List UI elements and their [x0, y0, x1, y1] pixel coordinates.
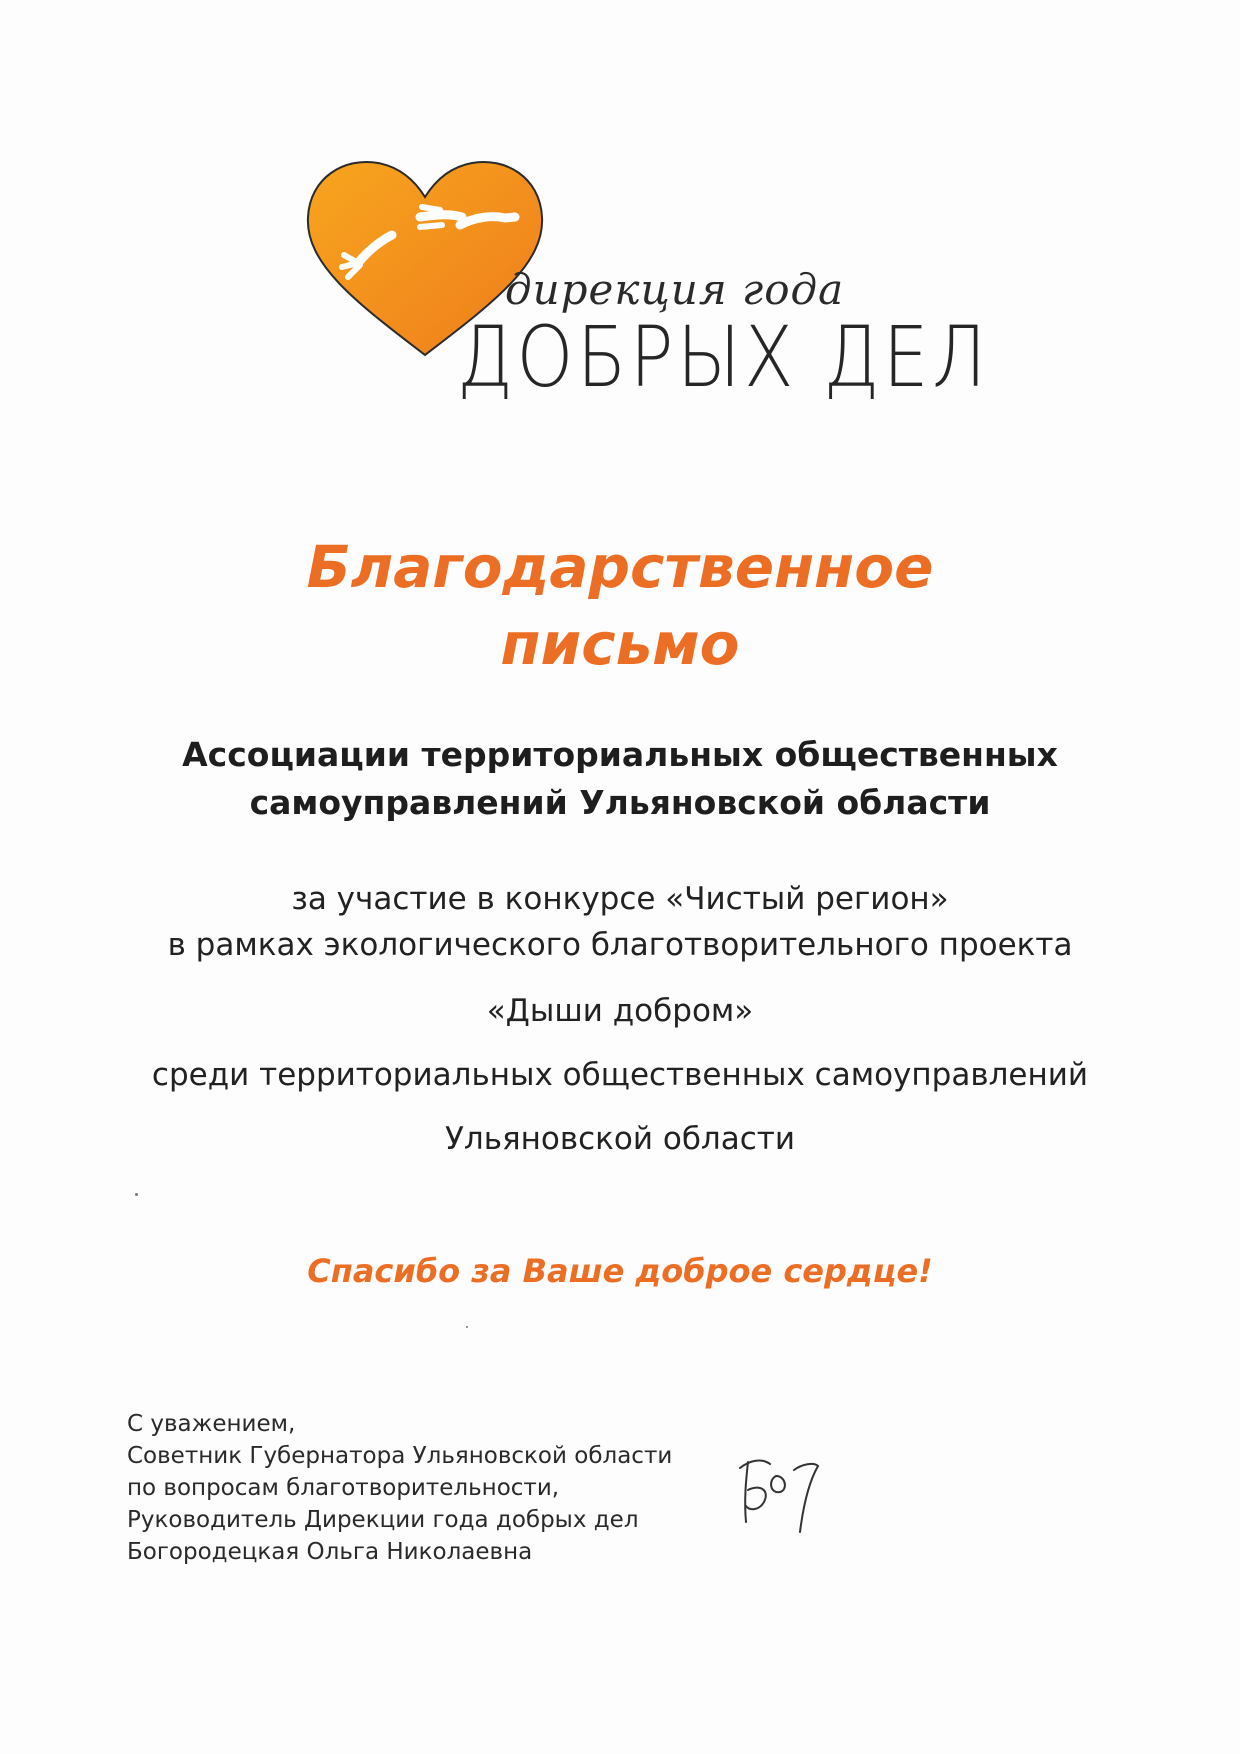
scan-speck	[135, 1193, 138, 1196]
body-line-3: «Дыши добром»	[486, 993, 754, 1029]
letter-title-line-1: Благодарственное	[306, 533, 934, 601]
body-line-4: среди территориальных общественных самоуправлений	[151, 1057, 1089, 1093]
recipient-line-2: самоуправлений Ульяновской области	[249, 783, 991, 822]
body-line-5: Ульяновской области	[444, 1121, 795, 1157]
signature-block	[127, 1408, 672, 1568]
body-line-1: за участие в конкурсе «Чистый регион»	[291, 881, 949, 917]
recipient-line-1: Ассоциации территориальных общественных	[182, 735, 1058, 774]
signer-position-line-3: Руководитель Дирекции года добрых дел	[127, 1507, 639, 1533]
logo-main-text: ДОБРЫХ ДЕЛ	[457, 308, 990, 406]
thanks-line: Спасибо за Ваше доброе сердце!	[307, 1252, 933, 1290]
organization-logo	[300, 155, 990, 415]
letter-title-line-2: письмо	[500, 610, 740, 678]
closing-line: С уважением,	[127, 1411, 296, 1437]
logo-script-text: дирекция года	[505, 265, 845, 314]
signer-name: Богородецкая Ольга Николаевна	[127, 1539, 533, 1565]
signer-position-line-2: по вопросам благотворительности,	[127, 1475, 560, 1501]
signer-position-line-1: Советник Губернатора Ульяновской области	[127, 1443, 673, 1469]
scan-speck	[466, 1326, 468, 1328]
body-line-2: в рамках экологического благотворительного проекта	[167, 927, 1073, 963]
handwritten-signature	[730, 1450, 830, 1540]
